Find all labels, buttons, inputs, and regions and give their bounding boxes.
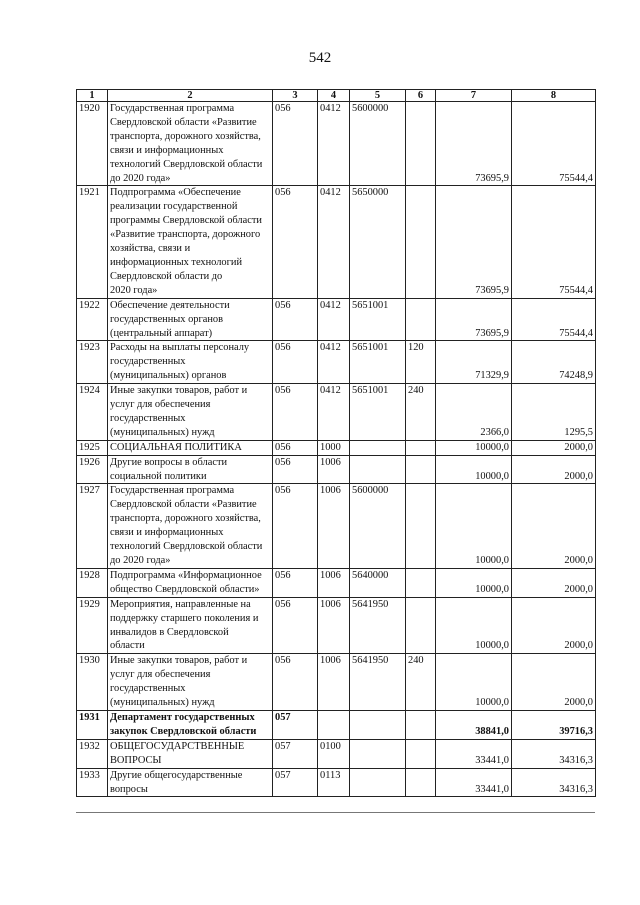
name-line: связи и информационных	[110, 144, 224, 156]
name-line: (муниципальных) нужд	[110, 426, 215, 438]
ministry-code-cell: 056	[273, 384, 318, 441]
section-code-cell: 0412	[318, 341, 350, 384]
amount-year2-cell: 1295,5	[512, 384, 596, 441]
row-name-cell	[108, 341, 273, 384]
name-line: услуг для обеспечения	[110, 399, 211, 411]
amount-year1-cell: 10000,0	[436, 568, 512, 597]
row-number-cell: 1922	[77, 298, 108, 341]
name-line: государственных органов	[110, 313, 223, 325]
expense-type-cell	[406, 568, 436, 597]
table-row	[77, 484, 596, 568]
name-line: поддержку старшего поколения и	[110, 612, 259, 624]
budget-table	[76, 89, 596, 797]
amount-year1-cell: 73695,9	[436, 298, 512, 341]
row-number-cell: 1928	[77, 568, 108, 597]
table-row	[77, 102, 596, 186]
target-code-cell	[350, 455, 406, 484]
ministry-code-cell: 056	[273, 568, 318, 597]
name-line: реализации государственной	[110, 201, 238, 213]
header-cell: 5	[350, 90, 406, 102]
row-name-cell	[108, 597, 273, 654]
name-line: до 2020 года»	[110, 555, 171, 566]
name-line: закупок Свердловской области	[110, 725, 257, 737]
target-code-cell: 5600000	[350, 484, 406, 568]
name-line: Мероприятия, направленные на	[110, 598, 251, 610]
target-code-cell: 5641950	[350, 654, 406, 711]
expense-type-cell	[406, 455, 436, 484]
ministry-code-cell: 057	[273, 739, 318, 768]
name-line: «Развитие транспорта, дорожного	[110, 229, 261, 241]
amount-year1-cell: 10000,0	[436, 484, 512, 568]
section-code-cell: 0412	[318, 384, 350, 441]
amount-year1-cell: 10000,0	[436, 654, 512, 711]
row-name-cell	[108, 568, 273, 597]
amount-year1-cell: 10000,0	[436, 440, 512, 455]
section-code-cell: 1006	[318, 455, 350, 484]
table-body	[77, 102, 596, 797]
name-line: Другие общегосударственные	[110, 769, 243, 781]
target-code-cell	[350, 768, 406, 797]
row-name-cell	[108, 484, 273, 568]
name-line: Расходы на выплаты персоналу	[110, 342, 250, 354]
name-line: области	[110, 640, 145, 652]
expense-type-cell	[406, 484, 436, 568]
amount-year2-cell: 34316,3	[512, 768, 596, 797]
section-code-cell	[318, 710, 350, 739]
name-line: инвалидов в Свердловской	[110, 626, 229, 638]
name-line: информационных технологий	[110, 256, 243, 268]
name-line: Государственная программа	[110, 485, 235, 497]
ministry-code-cell: 056	[273, 102, 318, 186]
expense-type-cell	[406, 186, 436, 298]
name-line: государственных	[110, 412, 186, 424]
section-code-cell: 1006	[318, 597, 350, 654]
bottom-rule	[76, 812, 595, 813]
row-name-cell	[108, 654, 273, 711]
amount-year2-cell: 2000,0	[512, 597, 596, 654]
table-row	[77, 455, 596, 484]
amount-year2-cell: 2000,0	[512, 654, 596, 711]
ministry-code-cell: 056	[273, 341, 318, 384]
ministry-code-cell: 056	[273, 455, 318, 484]
amount-year1-cell: 38841,0	[436, 710, 512, 739]
row-number-cell: 1924	[77, 384, 108, 441]
expense-type-cell: 120	[406, 341, 436, 384]
amount-year2-cell: 75544,4	[512, 298, 596, 341]
name-line: технологий Свердловской области	[110, 158, 263, 170]
name-line: транспорта, дорожного хозяйства,	[110, 130, 261, 142]
table-row	[77, 654, 596, 711]
amount-year2-cell: 75544,4	[512, 102, 596, 186]
name-line: Иные закупки товаров, работ и	[110, 655, 248, 667]
row-number-cell: 1925	[77, 440, 108, 455]
amount-year1-cell: 33441,0	[436, 739, 512, 768]
name-line: Свердловской области «Развитие	[110, 499, 257, 511]
header-cell: 8	[512, 90, 596, 102]
amount-year1-cell: 71329,9	[436, 341, 512, 384]
name-line: государственных	[110, 683, 186, 695]
section-code-cell: 1006	[318, 484, 350, 568]
row-number-cell: 1923	[77, 341, 108, 384]
name-line: Подпрограмма «Информационное	[110, 569, 262, 581]
ministry-code-cell: 056	[273, 484, 318, 568]
row-name-cell	[108, 298, 273, 341]
header-row	[77, 90, 596, 102]
name-line: (муниципальных) органов	[110, 370, 227, 382]
name-line: 2020 года»	[110, 284, 158, 296]
name-line: общество Свердловской области»	[110, 583, 260, 595]
name-line: Иные закупки товаров, работ и	[110, 385, 248, 397]
ministry-code-cell: 056	[273, 597, 318, 654]
name-line: ВОПРОСЫ	[110, 754, 162, 766]
name-line: услуг для обеспечения	[110, 669, 211, 681]
target-code-cell: 5641950	[350, 597, 406, 654]
amount-year2-cell: 39716,3	[512, 710, 596, 739]
ministry-code-cell: 057	[273, 710, 318, 739]
expense-type-cell	[406, 102, 436, 186]
section-code-cell: 0113	[318, 768, 350, 797]
target-code-cell	[350, 440, 406, 455]
ministry-code-cell: 057	[273, 768, 318, 797]
expense-type-cell	[406, 597, 436, 654]
amount-year2-cell: 34316,3	[512, 739, 596, 768]
target-code-cell: 5651001	[350, 298, 406, 341]
name-line: Государственная программа	[110, 103, 235, 114]
row-number-cell: 1931	[77, 710, 108, 739]
table-row	[77, 341, 596, 384]
header-cell: 4	[318, 90, 350, 102]
name-line: Свердловской области «Развитие	[110, 116, 257, 128]
name-line: СОЦИАЛЬНАЯ ПОЛИТИКА	[110, 441, 242, 453]
expense-type-cell	[406, 710, 436, 739]
header-cell: 3	[273, 90, 318, 102]
name-line: хозяйства, связи и	[110, 243, 191, 255]
name-line: до 2020 года»	[110, 172, 171, 184]
ministry-code-cell: 056	[273, 298, 318, 341]
amount-year1-cell: 10000,0	[436, 597, 512, 654]
section-code-cell: 1000	[318, 440, 350, 455]
section-code-cell: 0412	[318, 298, 350, 341]
section-code-cell: 1006	[318, 654, 350, 711]
target-code-cell	[350, 739, 406, 768]
header-cell: 7	[436, 90, 512, 102]
expense-type-cell: 240	[406, 654, 436, 711]
name-line: Департамент государственных	[110, 711, 255, 723]
row-name-cell	[108, 768, 273, 797]
table-row	[77, 186, 596, 298]
name-line: Обеспечение деятельности	[110, 299, 230, 311]
amount-year1-cell: 2366,0	[436, 384, 512, 441]
name-line: вопросы	[110, 783, 148, 795]
name-line: (центральный аппарат)	[110, 327, 213, 339]
table-row	[77, 739, 596, 768]
amount-year1-cell: 10000,0	[436, 455, 512, 484]
row-name-cell	[108, 384, 273, 441]
amount-year2-cell: 75544,4	[512, 186, 596, 298]
amount-year1-cell: 73695,9	[436, 186, 512, 298]
row-number-cell: 1929	[77, 597, 108, 654]
row-number-cell: 1927	[77, 484, 108, 568]
row-number-cell: 1932	[77, 739, 108, 768]
name-line: программы Свердловской области	[110, 215, 262, 227]
expense-type-cell	[406, 440, 436, 455]
expense-type-cell	[406, 739, 436, 768]
header-cell: 6	[406, 90, 436, 102]
row-name-cell	[108, 455, 273, 484]
row-name-cell	[108, 440, 273, 455]
page-number: 542	[308, 50, 332, 66]
row-name-cell	[108, 186, 273, 298]
section-code-cell: 1006	[318, 568, 350, 597]
section-code-cell: 0412	[318, 186, 350, 298]
amount-year1-cell: 73695,9	[436, 102, 512, 186]
header-cell: 2	[108, 90, 273, 102]
table-row	[77, 440, 596, 455]
row-name-cell	[108, 710, 273, 739]
amount-year2-cell: 2000,0	[512, 568, 596, 597]
section-code-cell: 0412	[318, 102, 350, 186]
name-line: Свердловской области до	[110, 270, 223, 282]
amount-year1-cell: 33441,0	[436, 768, 512, 797]
name-line: технологий Свердловской области	[110, 541, 263, 553]
target-code-cell: 5600000	[350, 102, 406, 186]
row-number-cell: 1921	[77, 186, 108, 298]
name-line: транспорта, дорожного хозяйства,	[110, 513, 261, 525]
table-row	[77, 768, 596, 797]
table-row	[77, 710, 596, 739]
table-row	[77, 597, 596, 654]
row-number-cell: 1920	[77, 102, 108, 186]
ministry-code-cell: 056	[273, 654, 318, 711]
ministry-code-cell: 056	[273, 440, 318, 455]
row-name-cell	[108, 739, 273, 768]
amount-year2-cell: 74248,9	[512, 341, 596, 384]
target-code-cell: 5650000	[350, 186, 406, 298]
table-row	[77, 568, 596, 597]
row-name-cell	[108, 102, 273, 186]
table-row	[77, 298, 596, 341]
header-cell: 1	[77, 90, 108, 102]
row-number-cell: 1933	[77, 768, 108, 797]
amount-year2-cell: 2000,0	[512, 440, 596, 455]
target-code-cell	[350, 710, 406, 739]
row-number-cell: 1926	[77, 455, 108, 484]
name-line: социальной политики	[110, 470, 207, 482]
target-code-cell: 5640000	[350, 568, 406, 597]
name-line: государственных	[110, 356, 186, 368]
section-code-cell: 0100	[318, 739, 350, 768]
name-line: Другие вопросы в области	[110, 456, 228, 468]
expense-type-cell	[406, 298, 436, 341]
expense-type-cell	[406, 768, 436, 797]
target-code-cell: 5651001	[350, 341, 406, 384]
target-code-cell: 5651001	[350, 384, 406, 441]
row-number-cell: 1930	[77, 654, 108, 711]
expense-type-cell: 240	[406, 384, 436, 441]
name-line: связи и информационных	[110, 527, 224, 539]
table-row	[77, 384, 596, 441]
amount-year2-cell: 2000,0	[512, 455, 596, 484]
ministry-code-cell: 056	[273, 186, 318, 298]
name-line: Подпрограмма «Обеспечение	[110, 187, 241, 199]
name-line: (муниципальных) нужд	[110, 697, 215, 709]
amount-year2-cell: 2000,0	[512, 484, 596, 568]
name-line: ОБЩЕГОСУДАРСТВЕННЫЕ	[110, 740, 245, 752]
